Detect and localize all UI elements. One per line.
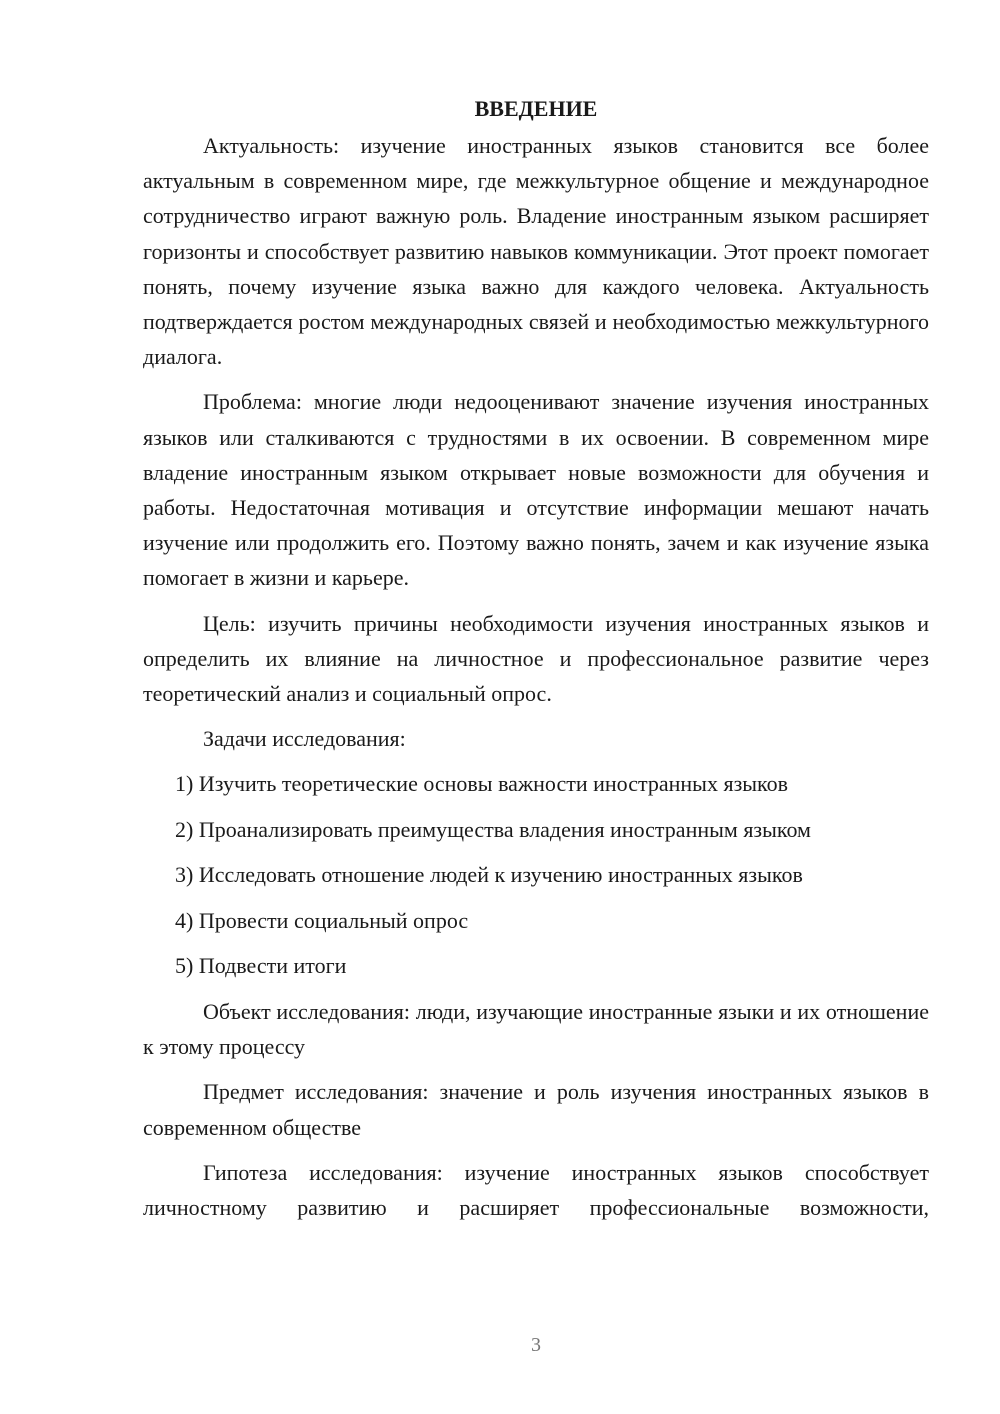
page-number: 3 [531, 1334, 541, 1356]
subject-paragraph: Предмет исследования: значение и роль изучения иностранных языков в современном обществе [143, 1079, 929, 1140]
relevance-paragraph: Актуальность: изучение иностранных языков становится все более актуальным в современном мире, где межкультурное общение и международное сотрудничество играют важную роль. Владение иностранным языком расширяет горизонты и способствует развитию навыков коммуникации. Этот проект помогает понять, почему изучение языка важно для каждого человека. Актуальность подтверждается ростом международных связей и необходимостью межкультурного диалога. [143, 133, 929, 370]
goal-paragraph: Цель: изучить причины необходимости изучения иностранных языков и определить их влияние на личностное и профессиональное развитие через теоретический анализ и социальный опрос. [143, 610, 929, 707]
document-title: ВВЕДЕНИЕ [474, 96, 598, 121]
problem-paragraph: Проблема: многие люди недооценивают значение изучения иностранных языков или сталкиваются с трудностями в их освоении. В современном мире владение иностранным языком открывает новые возможности для обучения и работы. Недостаточная мотивация и отсутствие информации мешают начать изучение или продолжить его. Поэтому важно понять, зачем и как изучение языка помогает в жизни и карьере. [143, 389, 929, 591]
task-item: 2) Проанализировать преимущества владения иностранным языком [175, 816, 811, 842]
hypothesis-paragraph: Гипотеза исследования: изучение иностранных языков способствует личностному развитию и расширяет профессиональные возможности, [143, 1159, 929, 1220]
task-item: 1) Изучить теоретические основы важности иностранных языков [175, 771, 789, 797]
object-paragraph: Объект исследования: люди, изучающие иностранные языки и их отношение к этому процессу [143, 998, 929, 1060]
task-item: 4) Провести социальный опрос [175, 907, 469, 933]
document-page [143, 93, 929, 1225]
task-item: 3) Исследовать отношение людей к изучению иностранных языков [175, 862, 803, 888]
tasks-list [143, 766, 929, 983]
tasks-heading: Задачи исследования: [203, 726, 406, 752]
task-item: 5) Подвести итоги [175, 953, 347, 979]
